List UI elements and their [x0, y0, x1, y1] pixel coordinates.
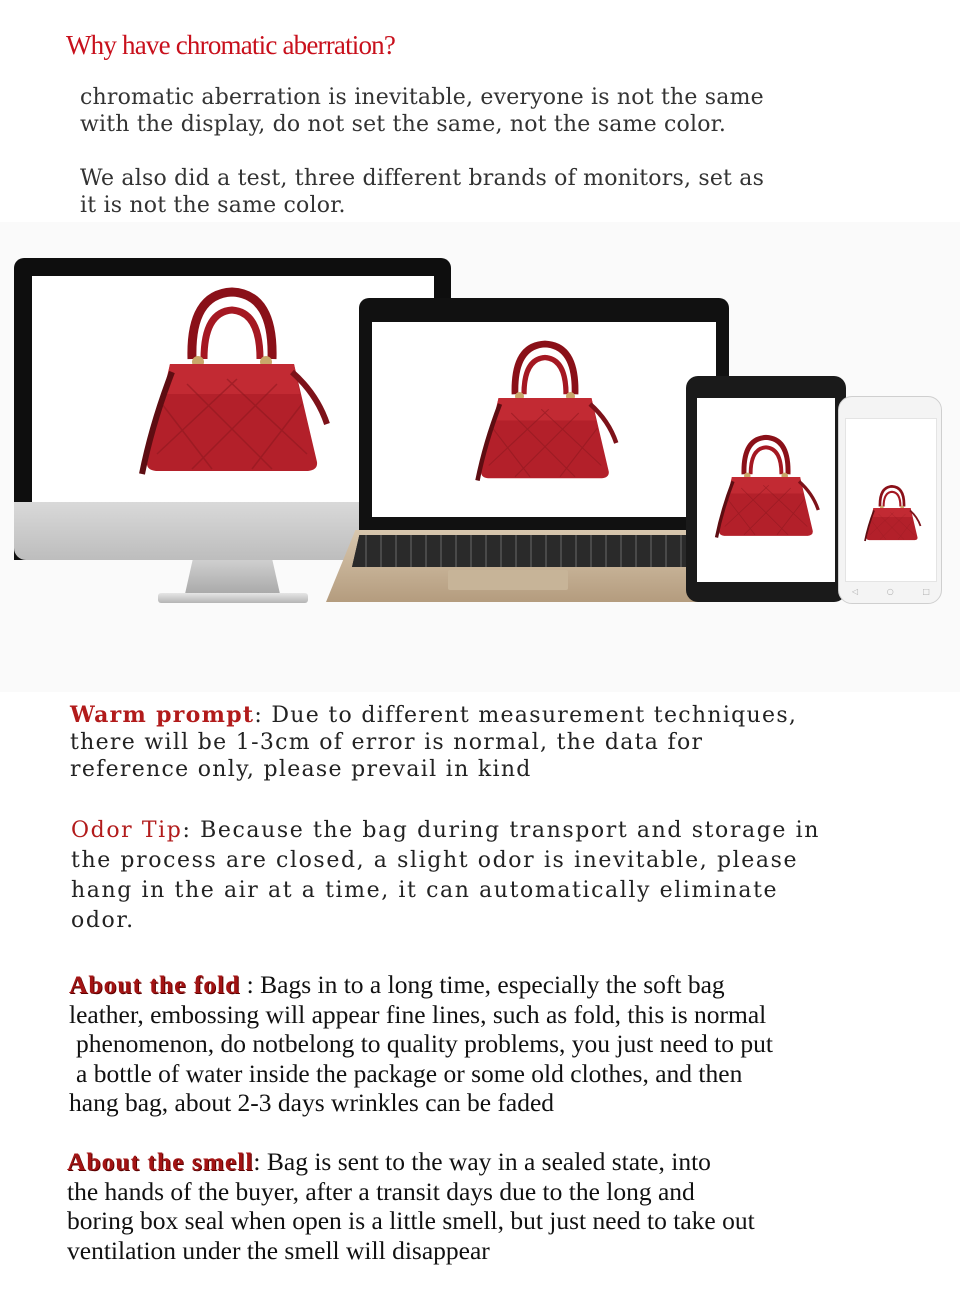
about-fold-text: leather, embossing will appear fine lines, such as fold, this is normal [69, 999, 767, 1029]
phone-screen [845, 418, 937, 582]
about-smell-text: the hands of the buyer, after a transit days due to the long and [67, 1176, 695, 1206]
handbag-image [711, 428, 821, 548]
laptop-screen [372, 322, 716, 517]
about-smell-text: boring box seal when open is a little smell, but just need to take out [67, 1206, 755, 1235]
about-fold-label: About the fold [69, 970, 241, 999]
tablet-screen [697, 398, 835, 582]
intro-paragraph-1: chromatic aberration is inevitable, everyone is not the same with the display, do not set the same, not the same color. [80, 85, 764, 137]
about-smell-text: ventilation under the smell will disappear [67, 1235, 490, 1265]
page-title: Why have chromatic aberration? [66, 30, 396, 60]
handbag-image [862, 479, 922, 549]
warm-prompt-text: there will be 1-3cm of error is normal, the data for [70, 730, 704, 755]
about-fold-text: : Bags in to a long time, especially the soft bag [240, 970, 725, 999]
about-fold-text: phenomenon, do notbelong to quality problems, you just need to put [76, 1029, 773, 1058]
warm-prompt-label: Warm prompt [70, 702, 255, 728]
about-smell-text: : Bag is sent to the way in a sealed state, into [253, 1147, 711, 1176]
about-fold-text: hang bag, about 2-3 days wrinkles can be faded [69, 1088, 555, 1117]
about-fold-text: a bottle of water inside the package or some old clothes, and then [76, 1058, 743, 1088]
warm-prompt-text: reference only, please prevail in kind [70, 757, 532, 782]
handbag-image [470, 328, 620, 498]
laptop-touchpad [448, 570, 568, 590]
phone-nav-buttons: ◁ ○ □ [852, 587, 930, 596]
imac-stand [185, 560, 280, 594]
about-fold-section [69, 970, 949, 1118]
odor-tip-text: : Because the bag during transport and storage in [182, 818, 820, 843]
odor-tip-text: the process are closed, a slight odor is inevitable, please [71, 848, 799, 873]
about-smell-label: About the smell [67, 1147, 254, 1176]
imac-base [158, 593, 308, 603]
odor-tip-section [71, 816, 931, 936]
handbag-image [132, 284, 332, 484]
laptop-keyboard [352, 535, 720, 567]
warm-prompt-section [70, 702, 930, 783]
warm-prompt-text: : Due to different measurement techniques, [254, 703, 798, 728]
intro-paragraph-2: We also did a test, three different brands of monitors, set as it is not the same color. [80, 166, 765, 218]
odor-tip-text: odor. [71, 908, 135, 933]
about-smell-section [67, 1147, 947, 1265]
odor-tip-label: Odor Tip [71, 818, 183, 843]
odor-tip-text: hang in the air at a time, it can automatically eliminate [71, 878, 779, 903]
